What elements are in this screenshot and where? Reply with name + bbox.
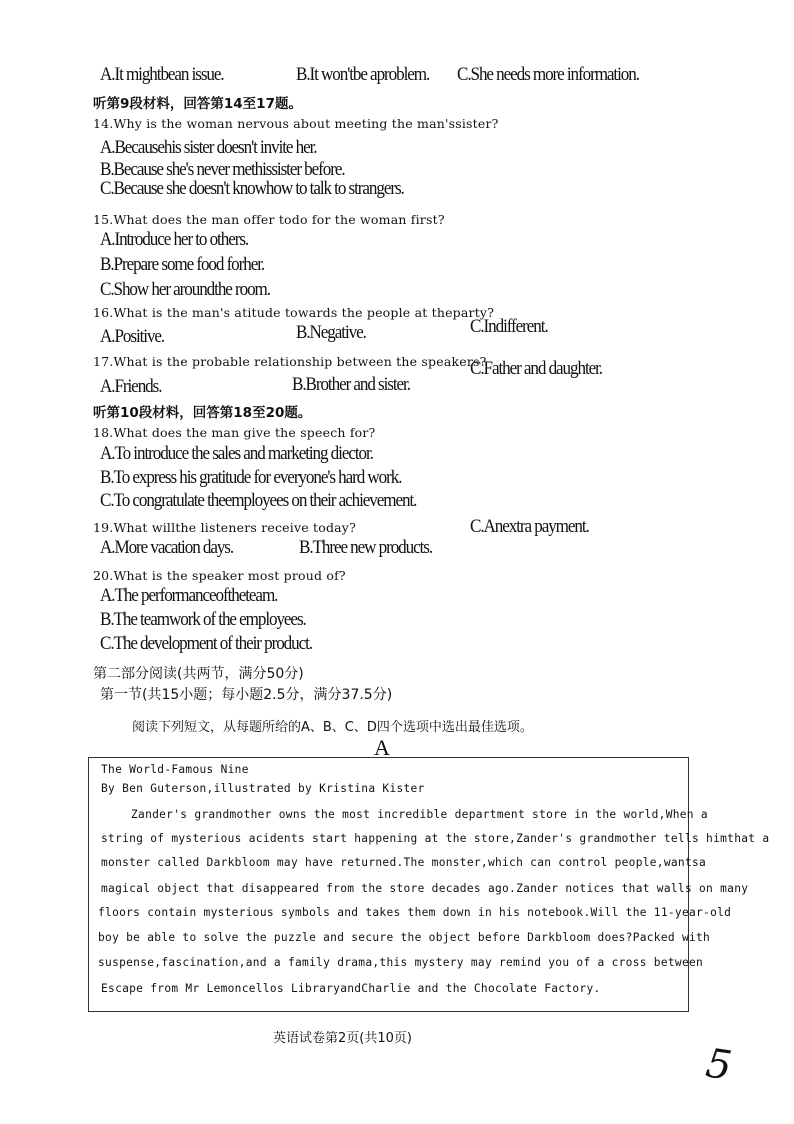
passage-line: Zander's grandmother owns the most incredible department store in the world,When a [131,808,708,821]
q19-option-c: C.Anextra payment. [470,516,589,537]
q19-option-a: A.More vacation days. [100,537,234,558]
q13-option-b: B.It won'tbe aproblem. [296,64,430,85]
passage-letter: A [374,735,390,760]
q18-option-a: A.To introduce the sales and marketing diector. [100,443,373,464]
handwritten-page-mark: 5 [702,1040,735,1090]
passage-line: floors contain mysterious symbols and takes them down in his notebook.Will the 11-year-old [98,906,732,919]
page-footer: 英语试卷第2页(共10页) [273,1031,412,1046]
passage-byline: By Ben Guterson,illustrated by Kristina Kister [101,782,425,795]
q16-option-b: B.Negative. [296,322,366,343]
q17-option-b: B.Brother and sister. [292,374,410,395]
q14-option-c: C.Because she doesn't knowhow to talk to strangers. [100,178,404,199]
q15-option-b: B.Prepare some food forher. [100,254,265,275]
section10-heading: 听第10段材料，回答第18至20题。 [93,405,312,421]
q19-option-b: B.Three new products. [299,537,433,558]
passage-line: monster called Darkbloom may have returned.The monster,which can control people,wantsa [101,856,707,869]
section9-heading: 听第9段材料，回答第14至17题。 [93,96,302,112]
passage-line: boy be able to solve the puzzle and secure the object before Darkbloom does?Packed with [98,931,711,944]
q18-option-c: C.To congratulate theemployees on their achievement. [100,490,417,511]
part2-instruction: 阅读下列短文，从每题所给的A、B、C、D四个选项中选出最佳选项。 [132,720,533,735]
q20-option-c: C.The development of their product. [100,633,312,654]
q15-option-c: C.Show her aroundthe room. [100,279,270,300]
q18-option-b: B.To express his gratitude for everyone's hard work. [100,467,402,488]
q13-option-c: C.She needs more information. [457,64,639,85]
q13-option-a: A.It mightbean issue. [100,64,224,85]
q17-stem: 17.What is the probable relationship between the speakers? [93,354,487,369]
q17-option-a: A.Friends. [100,376,162,397]
q14-stem: 14.Why is the woman nervous about meeting the man'ssister? [93,116,499,131]
q19-stem: 19.What willthe listeners receive today? [93,520,356,535]
passage-line: suspense,fascination,and a family drama,this mystery may remind you of a cross between [98,956,704,969]
part2-title: 第二部分阅读(共两节，满分50分) [93,666,304,682]
q18-stem: 18.What does the man give the speech for? [93,425,376,440]
q16-option-c: C.Indifferent. [470,316,548,337]
q16-option-a: A.Positive. [100,326,165,347]
passage-line: magical object that disappeared from the store decades ago.Zander notices that walls on many [101,882,749,895]
q16-stem: 16.What is the man's atitude towards the people at theparty? [93,305,495,320]
passage-line: string of mysterious acidents start happening at the store,Zander's grandmother tells himthat a [101,832,770,845]
q15-option-a: A.Introduce her to others. [100,229,249,250]
q20-option-a: A.The performanceoftheteam. [100,585,278,606]
q17-option-c: C.Father and daughter. [470,358,603,379]
part2-section1: 第一节(共15小题；每小题2.5分，满分37.5分) [100,687,393,703]
passage-line: Escape from Mr Lemoncellos LibraryandCharlie and the Chocolate Factory. [101,982,601,995]
passage-title: The World-Famous Nine [101,763,249,776]
q14-option-a: A.Becausehis sister doesn't invite her. [100,137,317,158]
q20-stem: 20.What is the speaker most proud of? [93,568,346,583]
q15-stem: 15.What does the man offer todo for the woman first? [93,212,445,227]
q14-option-b: B.Because she's never methissister before. [100,159,345,180]
q20-option-b: B.The teamwork of the employees. [100,609,306,630]
